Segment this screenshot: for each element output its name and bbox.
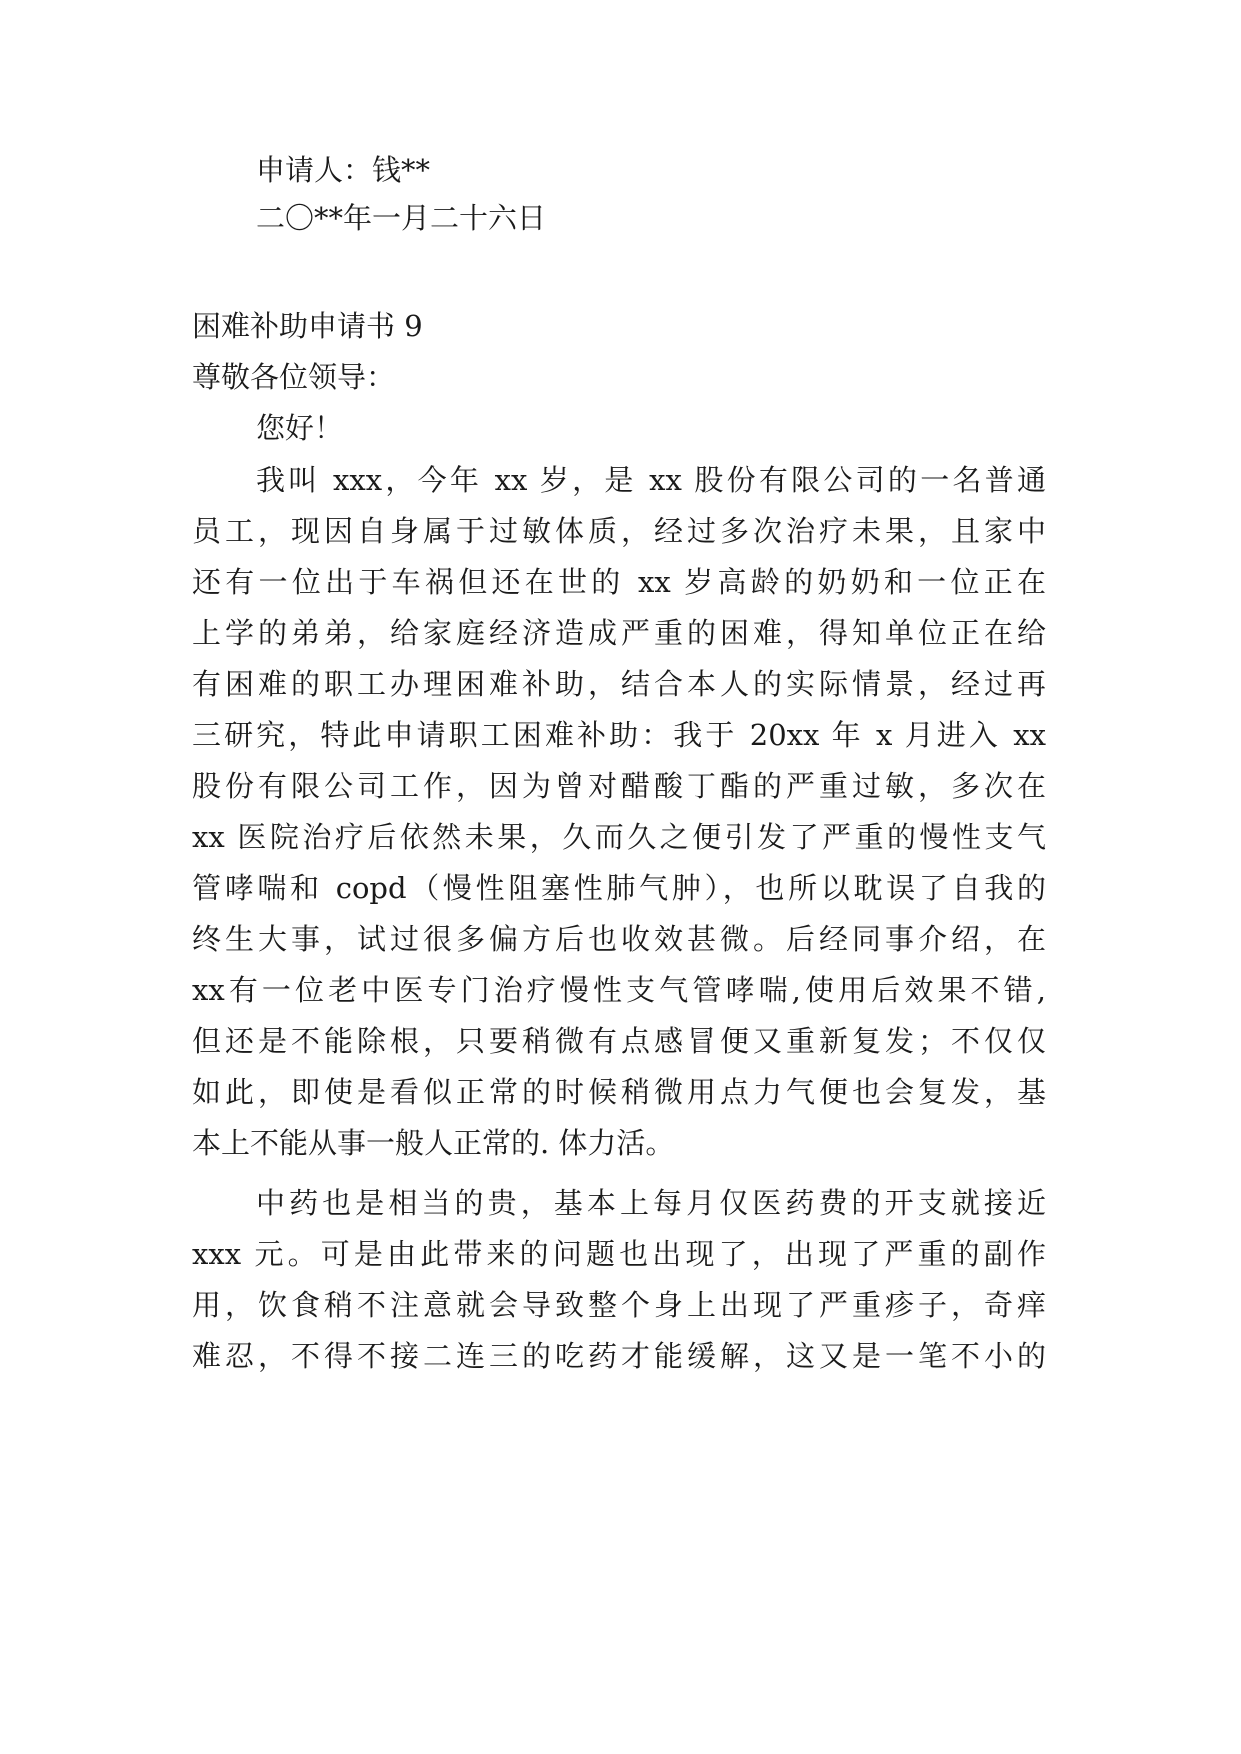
paragraph-1-line: 有困难的职工办理困难补助，结合本人的实际情景，经过再 <box>192 667 1046 701</box>
paragraph-1-line: 管哮喘和 copd（慢性阻塞性肺气肿），也所以耽误了自我的 <box>192 871 1046 905</box>
applicant-signature: 申请人：钱** <box>256 153 431 187</box>
paragraph-1-line: 股份有限公司工作，因为曾对醋酸丁酯的严重过敏，多次在 <box>192 769 1046 803</box>
signature-date: 二〇**年一月二十六日 <box>256 201 547 235</box>
paragraph-2-line: 中药也是相当的贵，基本上每月仅医药费的开支就接近 <box>256 1186 1046 1220</box>
paragraph-1-line: 如此，即使是看似正常的时候稍微用点力气便也会复发，基 <box>192 1075 1046 1109</box>
paragraph-2-line: 难忍，不得不接二连三的吃药才能缓解，这又是一笔不小的 <box>192 1339 1046 1373</box>
paragraph-1-line: 上学的弟弟，给家庭经济造成严重的困难，得知单位正在给 <box>192 616 1046 650</box>
paragraph-1-line: 还有一位出于车祸但还在世的 xx 岁高龄的奶奶和一位正在 <box>192 565 1046 599</box>
greeting: 您好！ <box>256 411 344 445</box>
paragraph-1-line: 但还是不能除根，只要稍微有点感冒便又重新复发；不仅仅 <box>192 1024 1046 1058</box>
paragraph-1-line: 本上不能从事一般人正常的. 体力活。 <box>192 1126 675 1160</box>
paragraph-1-line: 终生大事，试过很多偏方后也收效甚微。后经同事介绍，在 <box>192 922 1046 956</box>
paragraph-1-line: xx有一位老中医专门治疗慢性支气管哮喘,使用后效果不错, <box>192 973 1046 1007</box>
document-title: 困难补助申请书 9 <box>192 309 423 343</box>
salutation: 尊敬各位领导： <box>192 360 396 394</box>
paragraph-2-line: 用，饮食稍不注意就会导致整个身上出现了严重疹子，奇痒 <box>192 1288 1046 1322</box>
paragraph-1-line: 员工，现因自身属于过敏体质，经过多次治疗未果，且家中 <box>192 514 1046 548</box>
paragraph-1-line: 我叫 xxx，今年 xx 岁，是 xx 股份有限公司的一名普通 <box>256 463 1046 497</box>
paragraph-2-line: xxx 元。可是由此带来的问题也出现了，出现了严重的副作 <box>192 1237 1046 1271</box>
paragraph-1-line: xx 医院治疗后依然未果，久而久之便引发了严重的慢性支气 <box>192 820 1046 854</box>
paragraph-1-line: 三研究，特此申请职工困难补助：我于 20xx 年 x 月进入 xx <box>192 718 1046 752</box>
